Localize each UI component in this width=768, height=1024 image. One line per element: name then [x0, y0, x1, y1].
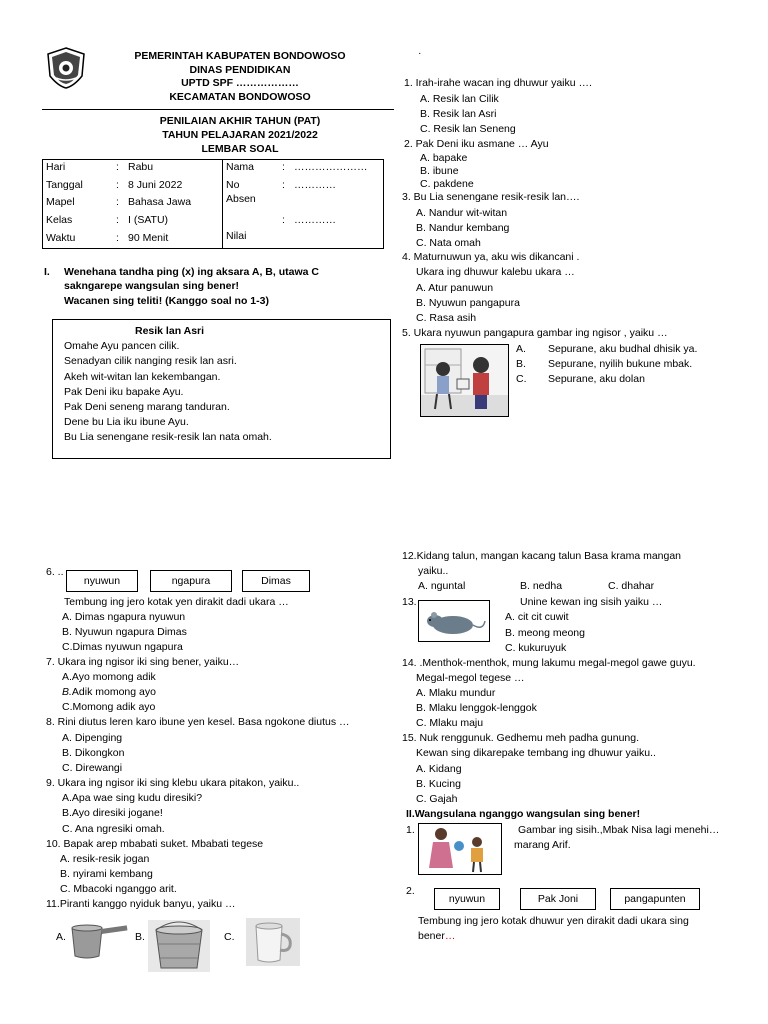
- option-c[interactable]: C. pakdene: [420, 178, 474, 190]
- word-box: pangapunten: [610, 888, 700, 910]
- nilai-label: Nilai: [226, 230, 247, 242]
- mug-picture[interactable]: [246, 918, 300, 966]
- option-a-letter[interactable]: A.: [516, 343, 526, 355]
- option-a-letter[interactable]: A.: [56, 931, 66, 943]
- option-c[interactable]: C. Ana ngresiki omah.: [62, 823, 165, 835]
- option-b[interactable]: B. ibune: [420, 165, 459, 177]
- option-a[interactable]: A. Nandur wit-witan: [416, 207, 508, 219]
- option-c[interactable]: C. Resik lan Seneng: [420, 123, 516, 135]
- mapel-value: Bahasa Jawa: [128, 196, 192, 208]
- colon: :: [282, 179, 285, 191]
- section2-title: II.Wangsulana nganggo wangsulan sing bener!: [406, 808, 641, 820]
- section1-line2: sakngarepe wangsulan sing bener!: [64, 280, 240, 292]
- question-15: 15. Nuk renggunuk. Gedhemu meh padha gunung.: [402, 732, 640, 744]
- essay-1-line1: Gambar ing sisih.,Mbak Nisa lagi menehi…: [518, 824, 720, 836]
- reading-line: Pak Deni iku bapake Ayu.: [64, 386, 184, 398]
- tanggal-label: Tanggal: [46, 179, 83, 191]
- option-c[interactable]: C. Direwangi: [62, 762, 123, 774]
- question-8: 8. Rini diutus leren karo ibune yen kesel. Basa ngokone diutus …: [46, 716, 350, 728]
- hari-label: Hari: [46, 161, 66, 173]
- option-c[interactable]: C.Momong adik ayo: [62, 701, 156, 713]
- colon: :: [116, 179, 119, 191]
- essay-1-number: 1.: [406, 824, 415, 836]
- question-14: 14. .Menthok-menthok, mung lakumu megal-megol gawe guyu.: [402, 657, 696, 669]
- option-a[interactable]: A. Kidang: [416, 763, 462, 775]
- children-apology-picture: [420, 344, 509, 417]
- question-5: 5. Ukara nyuwun pangapura gambar ing ngisor , yaiku …: [402, 327, 668, 339]
- exam-title: PENILAIAN AKHIR TAHUN (PAT): [159, 115, 321, 127]
- option-b-letter: B.: [62, 686, 72, 698]
- siblings-picture: [418, 823, 502, 875]
- reading-title: Resik lan Asri: [135, 325, 205, 337]
- option-c[interactable]: C.Dimas nyuwun ngapura: [62, 641, 183, 653]
- option-b[interactable]: B. Nandur kembang: [416, 222, 510, 234]
- word-box: nyuwun: [434, 888, 500, 910]
- question-15-stem: Kewan sing dikarepake tembang ing dhuwur yaiku..: [416, 747, 656, 759]
- essay-2-number: 2.: [406, 885, 415, 897]
- option-b[interactable]: B. Mlaku lenggok-lenggok: [416, 702, 537, 714]
- option-a[interactable]: A. bapake: [420, 152, 468, 164]
- option-b[interactable]: B. nedha: [520, 580, 563, 592]
- essay-2-line2: [418, 929, 455, 943]
- question-13-stem: Unine kewan ing sisih yaiku …: [520, 596, 663, 608]
- question-2: 2. Pak Deni iku asmane … Ayu: [404, 138, 549, 150]
- word-box: Pak Joni: [520, 888, 596, 910]
- option-c[interactable]: C. Mlaku maju: [416, 717, 484, 729]
- answer-blank[interactable]: …: [444, 930, 456, 942]
- question-4-stem: Ukara ing dhuwur kalebu ukara …: [416, 266, 575, 278]
- question-13: 13.: [402, 596, 417, 608]
- section1-number: I.: [44, 266, 50, 278]
- section1-line3: Wacanen sing teliti! (Kanggo soal no 1-3): [64, 295, 269, 307]
- identity-divider: [222, 159, 223, 248]
- colon: :: [282, 214, 285, 226]
- kelas-value: I (SATU): [128, 214, 169, 226]
- waktu-label: Waktu: [46, 232, 76, 244]
- reading-line: Bu Lia senengane resik-resik lan nata omah.: [64, 431, 272, 443]
- option-b[interactable]: B. meong meong: [505, 627, 585, 639]
- question-6: 6. ..: [46, 566, 64, 578]
- question-10: 10. Bapak arep mbabati suket. Mbabati tegese: [46, 838, 264, 850]
- question-1: 1. Irah-irahe wacan ing dhuwur yaiku ….: [404, 77, 592, 89]
- word-box: nyuwun: [66, 570, 138, 592]
- word-box: Dimas: [242, 570, 310, 592]
- question-6-stem: Tembung ing jero kotak yen dirakit dadi ukara …: [64, 596, 289, 608]
- absen-field[interactable]: …………: [294, 214, 336, 226]
- section1-line1: Wenehana tandha ping (x) ing aksara A, B, utawa C: [64, 266, 319, 278]
- option-c-letter[interactable]: C.: [224, 931, 235, 943]
- question-12: 12.Kidang talun, mangan kacang talun Basa krama mangan: [402, 550, 682, 562]
- option-a[interactable]: A. Dimas ngapura nyuwun: [62, 611, 186, 623]
- waktu-value: 90 Menit: [128, 232, 169, 244]
- header-divider: [42, 109, 394, 110]
- header-line4: KECAMATAN BONDOWOSO: [169, 91, 311, 103]
- option-b[interactable]: Sepurane, nyilih bukune mbak.: [548, 358, 693, 370]
- option-c[interactable]: Sepurane, aku dolan: [548, 373, 645, 385]
- option-b-letter[interactable]: B.: [135, 931, 145, 943]
- header-line1: PEMERINTAH KABUPATEN BONDOWOSO: [134, 50, 346, 62]
- tanggal-value: 8 Juni 2022: [128, 179, 183, 191]
- colon: :: [116, 196, 119, 208]
- colon: :: [116, 161, 119, 173]
- option-c[interactable]: C. kukuruyuk: [505, 642, 567, 654]
- option-c[interactable]: C. Gajah: [416, 793, 458, 805]
- question-3: 3. Bu Lia senengane resik-resik lan….: [402, 191, 580, 203]
- stray-dot: ·: [418, 47, 422, 59]
- bucket-picture[interactable]: [148, 920, 210, 972]
- reading-line: Akeh wit-witan lan kekembangan.: [64, 371, 221, 383]
- reading-line: Senadyan cilik nanging resik lan asri.: [64, 355, 237, 367]
- option-a[interactable]: A. Atur panuwun: [416, 282, 494, 294]
- option-b[interactable]: B.Ayo diresiki jogane!: [62, 807, 163, 819]
- question-9: 9. Ukara ing ngisor iki sing klebu ukara pitakon, yaiku..: [46, 777, 300, 789]
- essay-2-text: bener: [418, 930, 445, 942]
- option-b[interactable]: B. nyirami kembang: [60, 868, 153, 880]
- option-a[interactable]: A.Ayo momong adik: [62, 671, 156, 683]
- option-c[interactable]: C. Rasa asih: [416, 312, 477, 324]
- colon: :: [116, 232, 119, 244]
- option-c-letter[interactable]: C.: [516, 373, 527, 385]
- option-a[interactable]: A. nguntal: [418, 580, 466, 592]
- option-a[interactable]: Sepurane, aku budhal dhisik ya.: [548, 343, 698, 355]
- question-14-stem: Megal-megol tegese …: [416, 672, 525, 684]
- dipper-picture[interactable]: [68, 918, 130, 960]
- question-7: 7. Ukara ing ngisor iki sing bener, yaiku…: [46, 656, 240, 668]
- header-line2: DINAS PENDIDIKAN: [189, 64, 291, 76]
- question-11: 11.Piranti kanggo nyiduk banyu, yaiku …: [46, 898, 236, 910]
- mapel-label: Mapel: [46, 196, 75, 208]
- question-12-stem: yaiku..: [418, 565, 449, 577]
- option-b-text: Adik momong ayo: [71, 686, 156, 698]
- mouse-picture: [418, 600, 490, 642]
- option-a[interactable]: A. cit cit cuwit: [505, 611, 569, 623]
- nama-label: Nama: [226, 161, 255, 173]
- option-b[interactable]: B. Resik lan Asri: [420, 108, 497, 120]
- reading-line: Omahe Ayu pancen cilik.: [64, 340, 180, 352]
- option-a[interactable]: A. Dipenging: [62, 732, 123, 744]
- option-a[interactable]: A.Apa wae sing kudu diresiki?: [62, 792, 203, 804]
- option-b[interactable]: B. Dikongkon: [62, 747, 125, 759]
- question-4: 4. Maturnuwun ya, aku wis dikancani .: [402, 251, 580, 263]
- option-c[interactable]: C. dhahar: [608, 580, 655, 592]
- school-year: TAHUN PELAJARAN 2021/2022: [162, 129, 318, 141]
- essay-2-line1: Tembung ing jero kotak dhuwur yen dirakit dadi ukara sing: [418, 915, 689, 927]
- colon: :: [116, 214, 119, 226]
- hari-value: Rabu: [128, 161, 154, 173]
- option-b[interactable]: [62, 685, 156, 699]
- no-label: No: [226, 179, 240, 191]
- header-line3: UPTD SPF ………………: [181, 77, 299, 89]
- option-b-letter[interactable]: B.: [516, 358, 526, 370]
- option-b[interactable]: B. Nyuwun pangapura: [416, 297, 520, 309]
- option-a[interactable]: A. resik-resik jogan: [60, 853, 150, 865]
- word-box: ngapura: [150, 570, 232, 592]
- essay-1-line2: marang Arif.: [514, 839, 571, 851]
- option-b[interactable]: B. Kucing: [416, 778, 461, 790]
- absen-label: Absen: [226, 193, 256, 205]
- colon: :: [282, 161, 285, 173]
- option-a[interactable]: A. Resik lan Cilik: [420, 93, 499, 105]
- reading-line: Pak Deni seneng marang tanduran.: [64, 401, 230, 413]
- kelas-label: Kelas: [46, 214, 73, 226]
- option-a[interactable]: A. Mlaku mundur: [416, 687, 496, 699]
- option-c[interactable]: C. Mbacoki nganggo arit.: [60, 883, 177, 895]
- option-c[interactable]: C. Nata omah: [416, 237, 481, 249]
- option-b[interactable]: B. Nyuwun ngapura Dimas: [62, 626, 187, 638]
- reading-line: Dene bu Lia iku ibune Ayu.: [64, 416, 189, 428]
- sheet-title: LEMBAR SOAL: [201, 143, 279, 155]
- no-field[interactable]: …………: [294, 179, 336, 191]
- nama-field[interactable]: …………………: [294, 161, 368, 173]
